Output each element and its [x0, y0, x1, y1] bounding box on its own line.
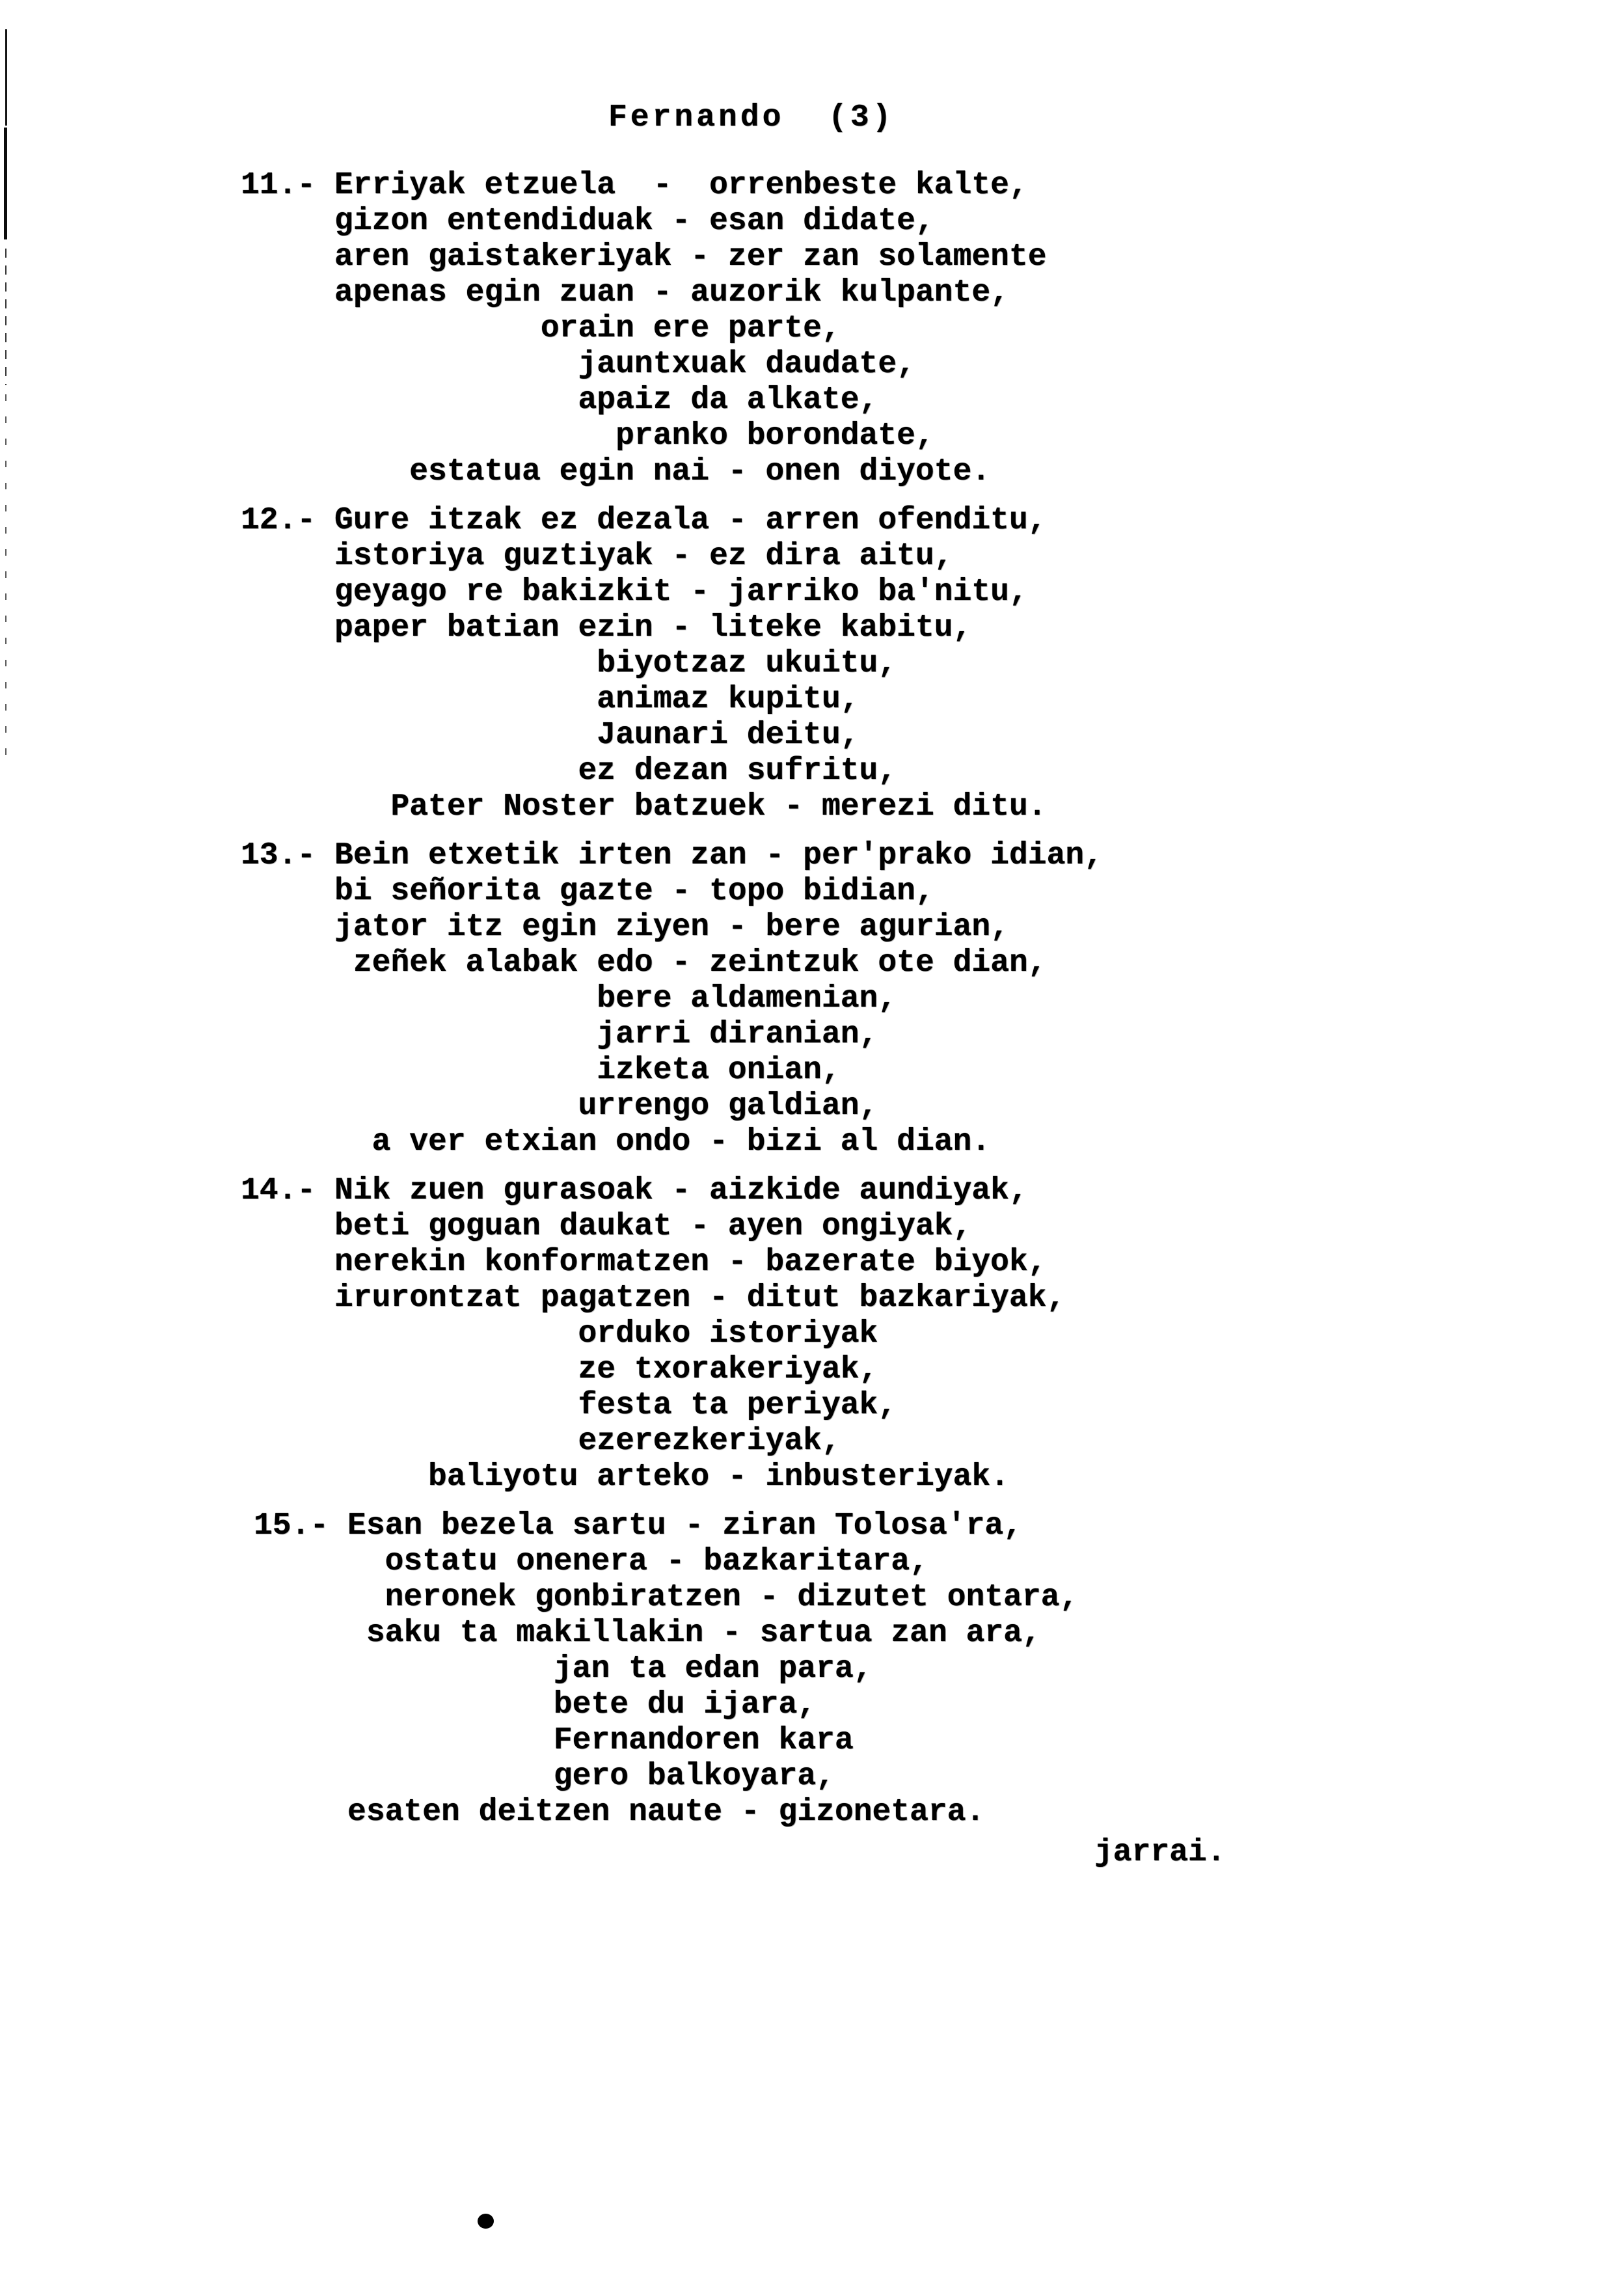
stanza-number: 13.- [241, 838, 316, 873]
verse-line: jan ta edan para, [553, 1651, 873, 1687]
verse-line: Fernandoren kara [553, 1723, 854, 1758]
verse-line: pranko borondate, [616, 418, 934, 454]
stanza-number: 14.- [241, 1173, 316, 1208]
verse-line: neronek gonbiratzen - dizutet ontara, [385, 1580, 1079, 1615]
verse-line: geyago re bakizkit - jarriko ba'nitu, [334, 575, 1028, 610]
page-title: Fernando (3) [608, 100, 895, 135]
stanza [241, 838, 1624, 1160]
verse-line: aren gaistakeriyak - zer zan solamente [334, 239, 1047, 275]
verse-line: biyotzaz ukuitu, [597, 646, 897, 681]
verse-line: apaiz da alkate, [578, 383, 878, 418]
verse-line: jator itz egin ziyen - bere agurian, [334, 910, 1009, 945]
verse-line: bere aldamenian, [597, 981, 897, 1016]
continuation-note: jarrai. [1094, 1835, 1226, 1870]
verse-line: izketa onian, [597, 1053, 841, 1088]
verse-line: animaz kupitu, [597, 682, 859, 717]
verse-line: paper batian ezin - liteke kabitu, [334, 610, 972, 645]
verse-line: istoriya guztiyak - ez dira aitu, [334, 539, 953, 574]
verse-line: 13.- Bein etxetik irten zan - per'prako idian, [241, 838, 1103, 873]
verse-line: bete du ijara, [553, 1687, 817, 1722]
stanza-number: 12.- [241, 503, 316, 538]
verse-line: ze txorakeriyak, [578, 1352, 878, 1387]
verse-line: orduko istoriyak [578, 1316, 878, 1352]
stanza-number: 11.- [241, 168, 316, 203]
stanza [241, 1173, 1624, 1495]
verse-line: 14.- Nik zuen gurasoak - aizkide aundiyak, [241, 1173, 1028, 1208]
verse-line: esaten deitzen naute - gizonetara. [347, 1795, 985, 1830]
verse-line: urrengo galdian, [578, 1089, 878, 1124]
stanza [254, 1508, 1624, 1830]
verse-line: jarri diranian, [597, 1017, 878, 1052]
scan-edge-artifact [5, 29, 7, 126]
verse-line: baliyotu arteko - inbusteriyak. [428, 1460, 1009, 1495]
verse-line: Pater Noster batzuek - merezi ditu. [390, 789, 1047, 824]
verse-line: jauntxuak daudate, [578, 347, 915, 382]
verse-line: Jaunari deitu, [597, 718, 859, 753]
verse-line: estatua egin nai - onen diyote. [409, 454, 991, 489]
verse-line: gizon entendiduak - esan didate, [334, 204, 934, 239]
poem-body [0, 168, 1624, 1843]
stanza-number: 15.- [254, 1508, 329, 1543]
verse-line: a ver etxian ondo - bizi al dian. [372, 1124, 991, 1160]
verse-line: ezerezkeriyak, [578, 1424, 841, 1459]
verse-line: bi señorita gazte - topo bidian, [334, 874, 934, 909]
ink-dot-artifact [478, 2214, 494, 2229]
verse-line: 11.- Erriyak etzuela - orrenbeste kalte, [241, 168, 1028, 203]
verse-line: 12.- Gure itzak ez dezala - arren ofenditu, [241, 503, 1047, 538]
verse-line: irurontzat pagatzen - ditut bazkariyak, [334, 1281, 1066, 1316]
verse-line: nerekin konformatzen - bazerate biyok, [334, 1245, 1047, 1280]
verse-line: saku ta makillakin - sartua zan ara, [366, 1616, 1041, 1651]
verse-line: ez dezan sufritu, [578, 754, 897, 789]
verse-line: festa ta periyak, [578, 1388, 897, 1423]
verse-line: ostatu onenera - bazkaritara, [385, 1544, 928, 1579]
verse-line: beti goguan daukat - ayen ongiyak, [334, 1209, 972, 1244]
verse-line: orain ere parte, [540, 311, 841, 346]
verse-line: apenas egin zuan - auzorik kulpante, [334, 275, 1009, 310]
stanza [241, 503, 1624, 825]
stanza [241, 168, 1624, 490]
verse-line: zeñek alabak edo - zeintzuk ote dian, [353, 945, 1047, 981]
verse-line: 15.- Esan bezela sartu - ziran Tolosa'ra, [254, 1508, 1022, 1543]
verse-line: gero balkoyara, [553, 1759, 835, 1794]
